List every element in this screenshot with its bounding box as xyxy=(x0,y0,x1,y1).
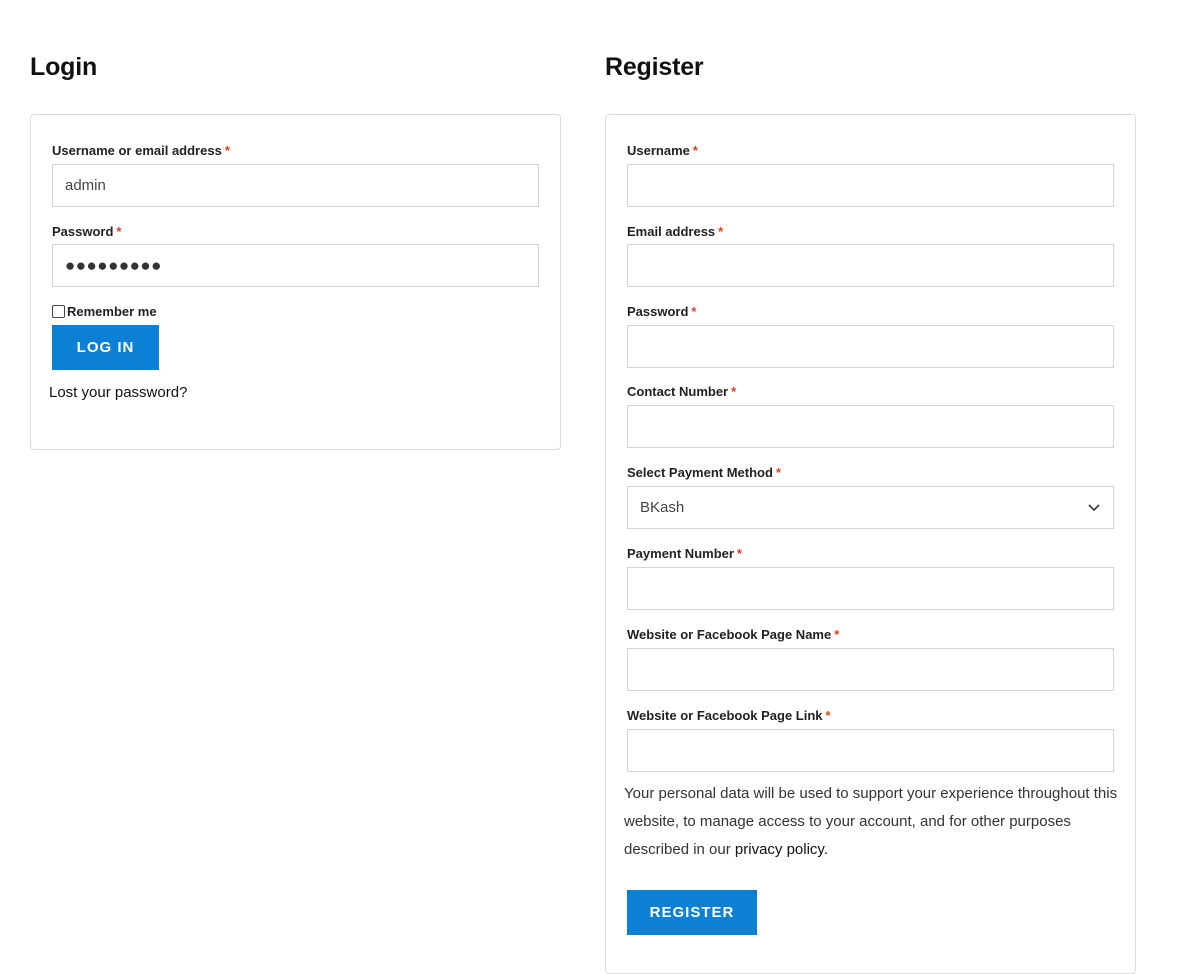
lost-password-link[interactable]: Lost your password? xyxy=(49,384,188,401)
required-mark: * xyxy=(731,384,737,399)
reg-contact-input[interactable] xyxy=(627,405,1114,448)
register-button[interactable]: REGISTER xyxy=(627,890,757,935)
required-mark: * xyxy=(692,143,698,158)
remember-me-row xyxy=(52,304,157,319)
register-heading: Register xyxy=(605,53,704,81)
remember-me-checkbox[interactable] xyxy=(52,305,65,318)
username-label: Username or email address * xyxy=(52,143,230,158)
login-password-value: ●●●●●●●●● xyxy=(65,255,162,275)
remember-me-label: Remember me xyxy=(67,304,157,319)
reg-contact-label: Contact Number * xyxy=(627,384,737,399)
reg-username-label: Username * xyxy=(627,143,698,158)
reg-payment-number-input[interactable] xyxy=(627,567,1114,610)
required-mark: * xyxy=(834,627,840,642)
reg-username-input[interactable] xyxy=(627,164,1114,207)
login-username-input[interactable] xyxy=(52,164,539,207)
required-mark: * xyxy=(691,304,697,319)
required-mark: * xyxy=(825,708,831,723)
login-heading: Login xyxy=(30,53,98,81)
reg-payment-method-label: Select Payment Method * xyxy=(627,465,781,480)
reg-email-input[interactable] xyxy=(627,244,1114,287)
payment-method-value: BKash xyxy=(640,499,685,516)
privacy-policy-link[interactable]: privacy policy. xyxy=(734,841,828,858)
required-mark: * xyxy=(736,546,742,561)
reg-page-name-input[interactable] xyxy=(627,648,1114,691)
reg-email-label: Email address * xyxy=(627,224,724,239)
reg-page-link-input[interactable] xyxy=(627,729,1114,772)
payment-method-select[interactable] xyxy=(627,486,1114,529)
required-mark: * xyxy=(718,224,724,239)
privacy-text: Your personal data will be used to support your experience throughout this website, to manage access to your account, and for other purposes described in our xyxy=(624,785,1118,858)
login-form xyxy=(30,114,561,450)
reg-payment-number-label: Payment Number * xyxy=(627,546,742,561)
required-mark: * xyxy=(775,465,781,480)
password-label: Password * xyxy=(52,224,122,239)
privacy-notice xyxy=(624,780,1124,864)
reg-password-label: Password * xyxy=(627,304,697,319)
reg-password-input[interactable] xyxy=(627,325,1114,368)
login-username-value: admin xyxy=(65,177,106,194)
required-mark: * xyxy=(224,143,230,158)
reg-page-name-label: Website or Facebook Page Name * xyxy=(627,627,840,642)
required-mark: * xyxy=(116,224,122,239)
login-password-input[interactable] xyxy=(52,244,539,287)
log-in-button[interactable]: LOG IN xyxy=(52,325,159,370)
register-form xyxy=(605,114,1136,974)
reg-page-link-label: Website or Facebook Page Link * xyxy=(627,708,831,723)
chevron-down-icon xyxy=(1087,501,1101,515)
